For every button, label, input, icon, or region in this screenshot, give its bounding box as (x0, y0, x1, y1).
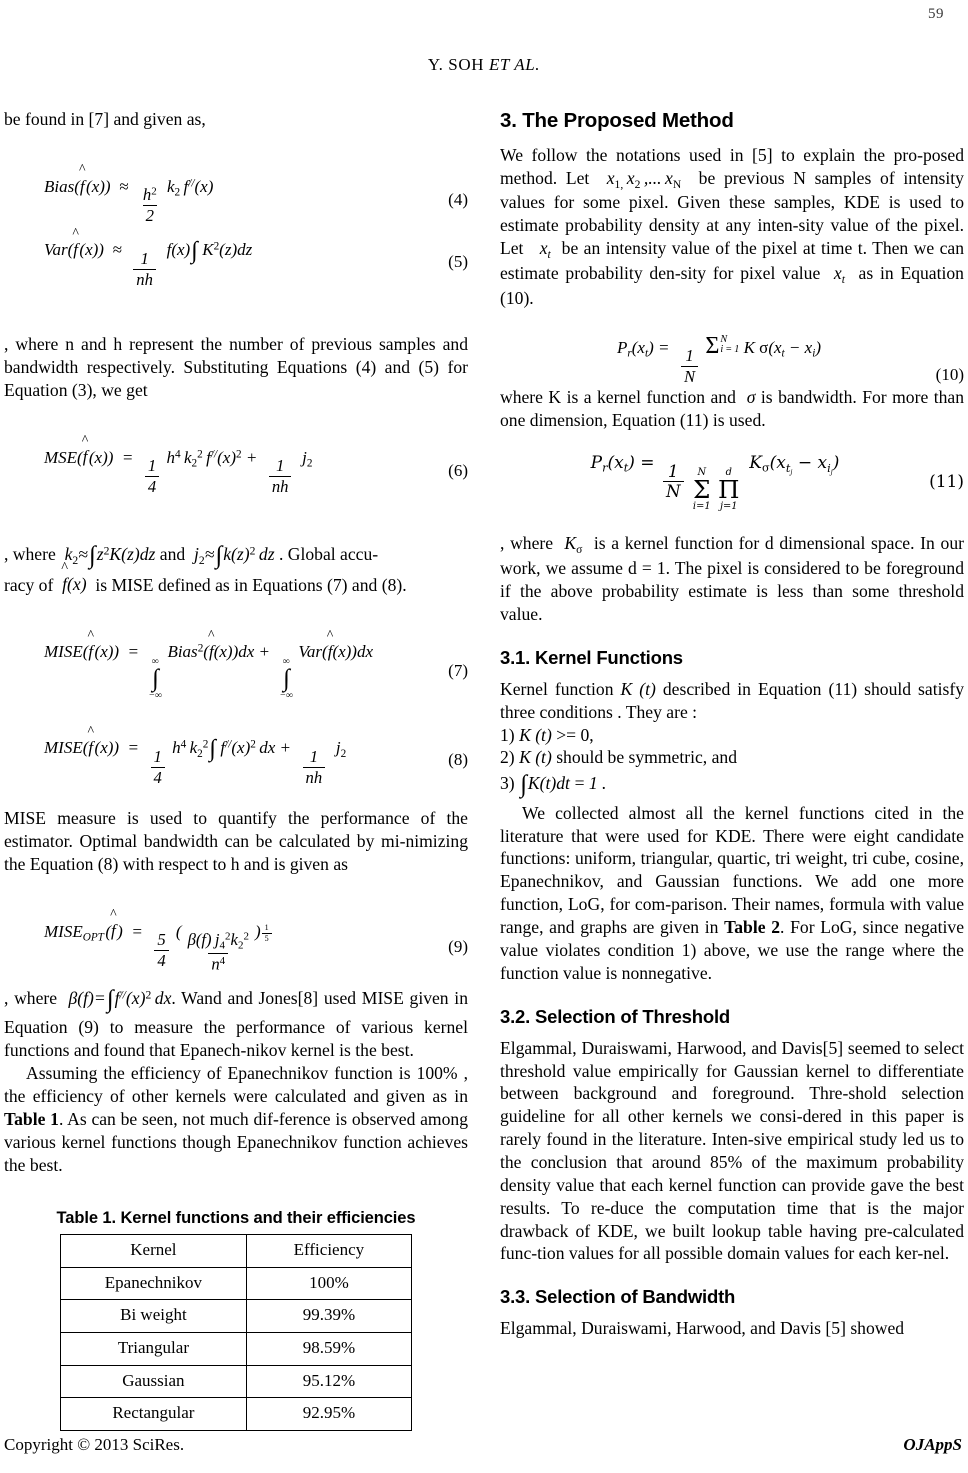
equation-5-expression: Var( ^ f (x)) ≈ $\frac{1}{nh}$ f(x)∫ $K^2(z)dz$ (44, 226, 253, 289)
column-header-efficiency: Efficiency (246, 1234, 411, 1267)
cell-kernel-name: Bi weight (61, 1300, 247, 1333)
inline-math-samples: $x_{1,}$ $x_2$ ,... $x_N$ (598, 167, 682, 191)
condition-2-text: should be symmetric, and (551, 747, 738, 768)
kernel-intro-a: Kernel function (500, 678, 621, 699)
paragraph-assuming-efficiency (4, 1062, 468, 1176)
inline-math-beta-f: $\beta(f)=\int f^{//}(x)^2$ dx (62, 985, 172, 1013)
paragraph-kernel-d-dimensional (500, 532, 964, 625)
ksigma-suffix: is a kernel function for d dimensional space. In our work, we assume d = 1. The pixel is considered to be foreground if the above probability estimate is less than some threshold value. (500, 533, 964, 624)
equation-7-expression: MISE( ^ f (x)) = ∞ ∫ −∞ Bias$^2$( ^ f(x))dx + ∞ ∫ −∞ Var( ^ f(x))dx (44, 627, 374, 702)
racy-prefix: racy of (4, 574, 58, 595)
copyright-notice: Copyright © 2013 SciRes. (4, 1435, 185, 1454)
condition-3-number: 3) (500, 773, 520, 794)
paragraph-where-k2-j2 (4, 540, 468, 572)
paragraph-kernel-conditions-intro (500, 678, 964, 724)
proposed-text-b: be previous N samples of intensity values for some pixel. Given these samples, KDE is used to estimate probability density at any inten-sity value of the pixel. Let (500, 167, 964, 259)
condition-1-text: >= 0, (551, 724, 594, 745)
paragraph-collected-kernels (500, 802, 964, 985)
condition-3 (500, 769, 964, 801)
cell-kernel-name: Epanechnikov (61, 1267, 247, 1300)
table-row (61, 1332, 412, 1365)
equation-6 (4, 433, 468, 496)
intro-line: be found in [7] and given as, (4, 109, 206, 129)
condition-1-notation: K (t) (519, 724, 552, 745)
collected-text: We collected almost all the kernel functions cited in the literature that were used for KDE. There were eight candidate functions: uniform, triangular, quartic, tri weight, tri cube, cosine, Epanechnikov, and Gaussian functions. We add one more function, LoG, for com-parison. Their names, formula with value range, and graphs are given in (500, 802, 964, 938)
paragraph-mise-measure: MISE measure is used to quantify the performance of the estimator. Optimal bandwidth can be calculated by mi-nimizing the Equation (8) with respect to h and is given as (4, 808, 468, 874)
paragraph-bandwidth-selection: Elgammal, Duraiswami, Harwood, and Davis [5] showed (500, 1318, 905, 1339)
equation-9 (4, 907, 468, 974)
collected-rest: . For LoG, since negative value violates condition 1) above, we use the range where the function value is nonnegative. (500, 917, 965, 983)
kernel-function-notation: K (t) (620, 678, 656, 699)
where-k2-middle: and (159, 544, 190, 565)
assuming-text: Assuming the efficiency of Epanechnikov function is 100% , the efficiency of other kernels were calculated and given as in (4, 1063, 468, 1106)
paragraph-where-K-sigma (500, 386, 964, 432)
cell-kernel-name: Gaussian (61, 1365, 247, 1398)
equation-4-number: (4) (448, 190, 468, 210)
equation-8 (4, 724, 468, 787)
paragraph-threshold-selection: Elgammal, Duraiswami, Harwood, and Davis[5] seemed to select threshold value empirically for Gaussian kernel to differentiate between background and foreground. Thre-shold selection guideline for all other kernels we consi-dered in this paper is rarely found in the literature. Inten-sive empirical study led us to the conclusion that around 85% of the maximum probability density value that each kernel function can provide gave the best results. To re-duce the computation time that is the major drawback of KDE, we built lookup table having pre-calculated func-tion values for all possible domain values for each ker-nel. (500, 1037, 964, 1264)
equation-10 (500, 330, 964, 387)
paragraph-proposed-method (500, 144, 964, 310)
table-row (61, 1300, 412, 1333)
where-K-prefix: where K is a kernel function and (500, 387, 742, 408)
section-heading-3-1: 3.1. Kernel Functions (500, 646, 683, 668)
table-1-reference: Table 1 (4, 1108, 59, 1129)
equation-6-expression: MSE( ^ f (x)) = $\frac{1}{4}$ $h^4$ $k_2^2$ $f^{//}(x)^2$ + $\frac{1}{nh}$ $j_2$ (44, 433, 313, 496)
where-k2-suffix: . Global accu- (278, 544, 379, 565)
proposed-text-c: be an intensity value of the pixel at time t. Then we can estimate probability den-sity for pixel value (500, 238, 965, 284)
equation-6-number: (6) (448, 460, 468, 480)
section-heading-3-3: 3.3. Selection of Bandwidth (500, 1286, 736, 1308)
condition-2 (500, 746, 964, 769)
equation-9-expression: $MISE_{OPT}$ ( ^ f ) = $\frac{5}{4}$ ( $\frac{\beta(f) j_4^2k_2^2}{n^4}$ ) $^{\frac{1}{5}}$ (44, 920, 273, 974)
equation-11 (500, 452, 964, 512)
where-k2-prefix: , where (4, 544, 61, 565)
where-K-suffix: is bandwidth. For more than one dimension, Equation (11) is used. (500, 387, 964, 431)
inline-math-f-hat: ^ f(x) (61, 559, 91, 595)
assuming-rest: . As can be seen, not much dif-ference is observed among various kernel functions though Epanechnikov function achieves the best. (4, 1108, 469, 1175)
cell-kernel-efficiency: 92.95% (246, 1398, 411, 1431)
inline-math-xt-1: $x_t$ (528, 238, 551, 261)
running-head (0, 55, 968, 75)
wand-suffix: . Wand and Jones[8] used MISE given in Equation (9) to measure the performance of various kernel functions and found that Epanech-nikov kernel is the best. (4, 987, 468, 1061)
proposed-text-d: as in Equation (10). (500, 263, 964, 308)
column-header-kernel: Kernel (61, 1234, 247, 1267)
equation-9-number: (9) (448, 936, 468, 956)
racy-suffix: is MISE defined as in Equations (7) and (8). (95, 574, 407, 595)
table-1-caption: Table 1. Kernel functions and their efficiencies (56, 1209, 416, 1228)
kernel-efficiency-table (60, 1234, 412, 1431)
table-row (61, 1365, 412, 1398)
condition-1 (500, 724, 964, 747)
table-row (61, 1267, 412, 1300)
wand-prefix: , where (4, 987, 63, 1008)
inline-math-K-sigma: $K_\sigma$ (558, 533, 583, 557)
equation-4-expression: Bias( ^ f (x)) ≈ $\frac{h^2}{2}$ $k_2$ f//(x) (44, 162, 214, 225)
journal-abbreviation: OJAppS (903, 1435, 962, 1454)
running-head-etal: ET AL. (488, 55, 541, 74)
table-2-reference: Table 2 (724, 917, 781, 938)
paragraph-where-n-h: , where n and h represent the number of previous samples and bandwidth respectively. Substituting Equations (4) and (5) for Equation (3), we get (4, 334, 468, 400)
cell-kernel-name: Rectangular (61, 1398, 247, 1431)
proposed-text-a: We follow the notations used in [5] to explain the pro-posed method. Let (500, 144, 964, 188)
cell-kernel-efficiency: 100% (246, 1267, 411, 1300)
cell-kernel-efficiency: 99.39% (246, 1300, 411, 1333)
equation-11-expression: $P_r(x_t)$ = $\frac{1}{N}$ N Σ i=1 d Π j=1 $K_\sigma(x_{tj} - x_{ij})$ (590, 453, 840, 513)
section-heading-3-2: 3.2. Selection of Threshold (500, 1005, 731, 1027)
equation-4 (4, 162, 468, 225)
kernel-intro-b: described in Equation (11) should satisfy three conditions . They are : (500, 678, 964, 722)
equation-8-number: (8) (448, 750, 468, 770)
equation-10-expression: $P_r(x_t)$ = $\frac{1}{N}$ Σ N i = 1 K $\sigma(x_t - x_i)$ (617, 331, 821, 387)
left-column (4, 108, 468, 1431)
cell-kernel-name: Triangular (61, 1332, 247, 1365)
equation-7-number: (7) (448, 660, 468, 680)
equation-7 (4, 627, 468, 702)
condition-1-number: 1) (500, 724, 520, 745)
inline-math-xt-2: $x_t$ (827, 263, 845, 286)
page-number: 59 (928, 6, 944, 22)
condition-2-number: 2) (500, 747, 520, 768)
equation-10-number: (10) (935, 365, 964, 385)
equation-5 (4, 226, 468, 289)
condition-3-notation: ∫K(t)dt = 1 . (520, 771, 607, 799)
equation-11-number: (11) (929, 472, 964, 493)
inline-math-sigma: σ (741, 387, 756, 408)
right-column (500, 108, 964, 1340)
inline-math-j2: $j_2\approx\int k(z)^2$ dz (189, 542, 275, 570)
condition-2-notation: K (t) (519, 747, 552, 768)
equation-8-expression: MISE( ^ f (x)) = $\frac{1}{4}$ $h^4$ $k_2^2\int$ $f^{//}(x)^2$ dx + $\frac{1}{nh}$ $j_2$ (44, 724, 347, 787)
running-head-authors: Y. SOH (427, 55, 489, 74)
paragraph-wand-jones (4, 984, 468, 1062)
section-heading-3: 3. The Proposed Method (500, 109, 734, 132)
inline-math-k2: $k_2\approx\int z^2K(z)dz$ (60, 542, 156, 570)
table-header-row (61, 1234, 412, 1267)
cell-kernel-efficiency: 98.59% (246, 1332, 411, 1365)
ksigma-prefix: , where (500, 533, 559, 554)
cell-kernel-efficiency: 95.12% (246, 1365, 411, 1398)
paragraph-racy-of-f (4, 559, 468, 597)
table-row (61, 1398, 412, 1431)
equation-5-number: (5) (448, 252, 468, 272)
